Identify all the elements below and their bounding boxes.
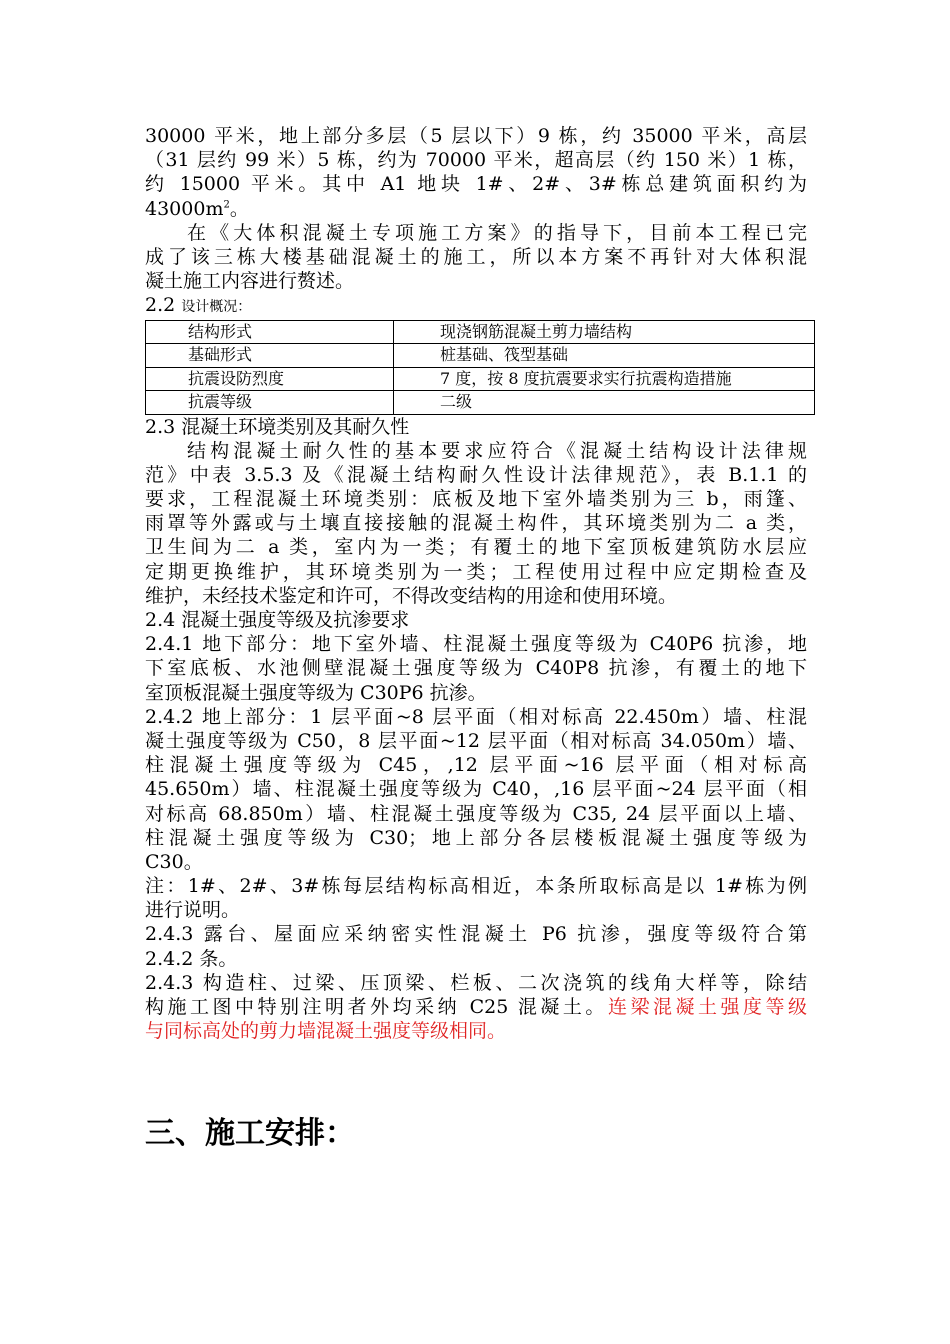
paragraph-line: 凝土施工内容进行赘述。 [145,270,355,293]
table-label-cell: 抗震等级 [146,391,394,415]
table-value-cell: 现浇钢筋混凝土剪力墙结构 [394,320,815,344]
heading-number: 2.2 [145,294,176,317]
table-label-cell: 抗震设防烈度 [146,367,394,391]
area-value: 43000m [145,197,224,220]
table-row [146,344,815,368]
section-heading-strength: 2.4 混凝土强度等级及抗渗要求 [145,609,410,631]
paragraph-line: 定期更换维护，其环境类别为一类；工程使用过程中应定期检查及 [145,560,807,583]
paragraph-line: 成了该三栋大楼基础混凝土的施工，所以本方案不再针对大体积混 [145,245,807,268]
area-period: 。 [229,197,249,220]
paragraph-line: 结构混凝土耐久性的基本要求应符合《混凝土结构设计法律规 [187,439,807,462]
table-value-cell: 7 度，按 8 度抗震要求实行抗震构造措施 [394,367,815,391]
highlighted-text: 与同标高处的剪力墙混凝土强度等级相同。 [145,1020,507,1043]
section-heading-environment: 2.3 混凝土环境类别及其耐久性 [145,415,410,438]
intro-line: 30000 平米，地上部分多层（5 层以下）9 栋，约 35000 平米，高层 [145,125,807,147]
paragraph-line: 2.4.2 地上部分：1 层平面~8 层平面（相对标高 22.450m）墙、柱混 [145,705,807,728]
intro-line: 约 15000 平米。其中 A1 地块 1#、2#、3#栋总建筑面积约为 [145,173,807,196]
paragraph-line: 下室底板、水池侧壁混凝土强度等级为 C40P8 抗渗，有覆土的地下 [145,657,807,680]
paragraph-line: 2.4.3 构造柱、过梁、压顶梁、栏板、二次浇筑的线角大样等，除结 [145,971,807,994]
paragraph-line: 卫生间为二 a 类，室内为一类；有覆土的地下室顶板建筑防水层应 [145,536,807,559]
paragraph-line: 2.4.2 条。 [145,947,238,970]
paragraph-line: 在《大体积混凝土专项施工方案》的指导下，目前本工程已完 [187,221,807,244]
paragraph-line: 柱混凝土强度等级为 C45，,12 层平面~16 层平面（相对标高 [145,754,807,777]
normal-text: 构施工图中特别注明者外均采纳 C25 混凝土。 [145,996,608,1018]
paragraph-line: 2.4.3 露台、屋面应采纳密实性混凝土 P6 抗渗，强度等级符合第 [145,923,807,946]
table-label-cell: 基础形式 [146,344,394,368]
table-row [146,367,815,391]
table-value-cell: 二级 [394,391,815,415]
chapter-heading: 三、施工安排： [145,1116,355,1151]
table-row [146,391,815,415]
area-superscript: 2 [223,199,230,211]
highlighted-text: 连梁混凝土强度等级 [607,996,807,1018]
intro-line: （31 层约 99 米）5 栋，约为 70000 平米，超高层（约 150 米）1 栋， [145,149,807,172]
document-body [145,124,807,1043]
note-line: 进行说明。 [145,899,241,922]
paragraph-line: 雨罩等外露或与土壤直接接触的混凝土构件，其环境类别为二 a 类， [145,512,807,535]
paragraph-line: 室顶板混凝土强度等级为 C30P6 抗渗。 [145,681,487,704]
paragraph-line: 要求，工程混凝土环境类别：底板及地下室外墙类别为三 b，雨篷、 [145,488,807,511]
paragraph-line: 2.4.1 地下部分：地下室外墙、柱混凝土强度等级为 C40P6 抗渗，地 [145,633,807,656]
design-overview-table [145,320,815,415]
paragraph-line: 45.650m）墙、柱混凝土强度等级为 C40，,16 层平面~24 层平面（相 [145,778,807,801]
paragraph-line: 凝土强度等级为 C50，8 层平面~12 层平面（相对标高 34.050m）墙、 [145,729,807,752]
paragraph-line-mixed [145,995,807,1019]
section-heading-design [145,293,807,317]
intro-area-line [145,197,807,221]
table-row [146,320,815,344]
paragraph-line: 范》中表 3.5.3 及《混凝土结构耐久性设计法律规范》，表 B.1.1 的 [145,463,807,486]
paragraph-line: 维护，未经技术鉴定和许可，不得改变结构的用途和使用环境。 [145,584,678,607]
paragraph-line: 对标高 68.850m）墙、柱混凝土强度等级为 C35, 24 层平面以上墙、 [145,802,807,825]
paragraph-line: C30。 [145,850,203,873]
heading-text: 设计概况： [181,299,252,316]
paragraph-line: 柱混凝土强度等级为 C30；地上部分各层楼板混凝土强度等级为 [145,826,807,849]
note-line: 注：1#、2#、3#栋每层结构标高相近，本条所取标高是以 1#栋为例 [145,875,807,898]
table-label-cell: 结构形式 [146,320,394,344]
table-value-cell: 桩基础、筏型基础 [394,344,815,368]
